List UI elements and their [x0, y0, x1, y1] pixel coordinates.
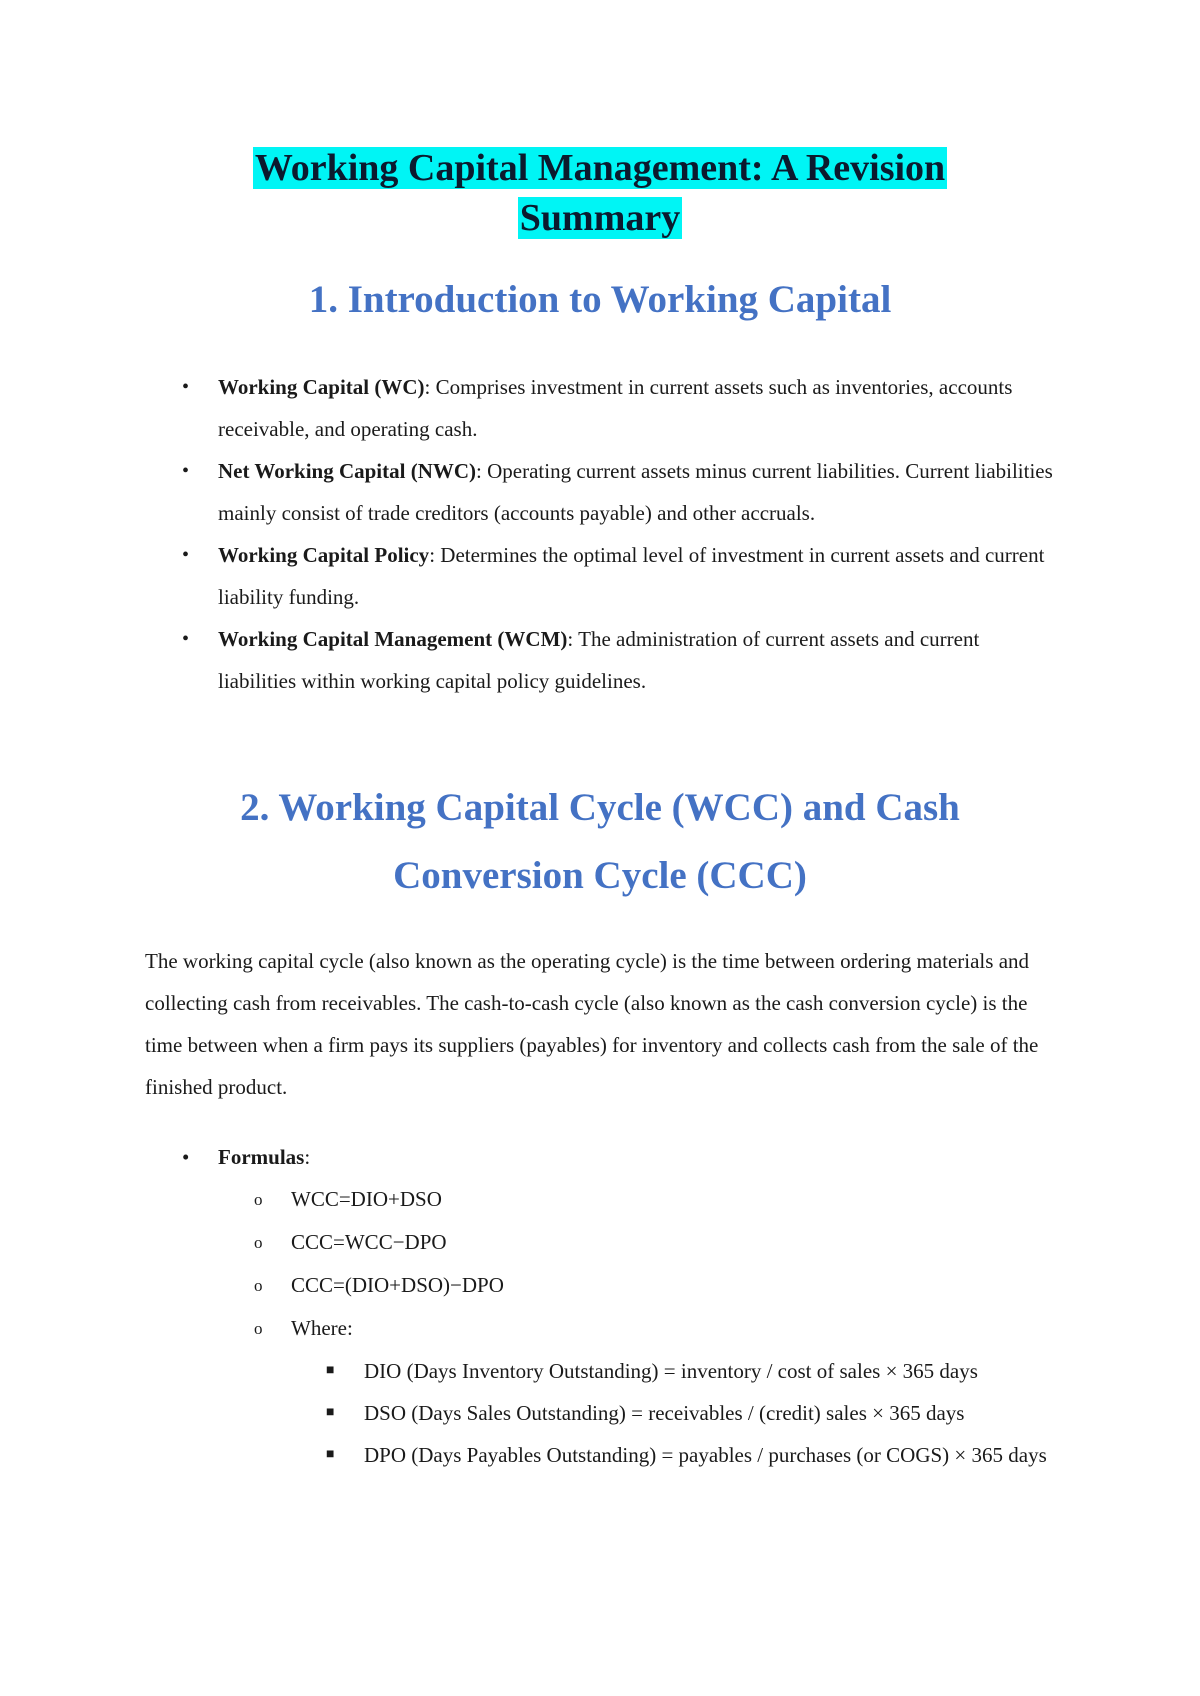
square-bullet-icon: ■ [326, 1405, 335, 1420]
circle-bullet-icon: o [254, 1190, 263, 1209]
bullet-icon: • [182, 1145, 190, 1169]
bullet-icon: • [182, 628, 190, 650]
formulas-list [0, 1136, 1200, 1476]
term: Net Working Capital (NWC) [218, 459, 477, 483]
circle-bullet-icon: o [254, 1319, 263, 1338]
circle-bullet-icon: o [254, 1233, 263, 1252]
section-1-bullet-list [0, 366, 1200, 702]
square-bullet-icon: ■ [326, 1447, 335, 1462]
term: Working Capital (WC) [218, 375, 425, 399]
formula-item [0, 1307, 1200, 1350]
section-2-paragraph: The working capital cycle (also known as the operating cycle) is the time between ordering materials and collecting cash from receivables. The cash-to-cash cycle (also known as the cash conversion cycle) is the time between when a firm pays its suppliers (payables) for inventory and collects cash from the sale of the finished product. [145, 949, 1039, 1099]
square-bullet-icon: ■ [326, 1363, 335, 1378]
list-item [0, 366, 1200, 450]
list-item [0, 1136, 1200, 1178]
term: Working Capital Management (WCM) [218, 627, 568, 651]
definition-text: DSO (Days Sales Outstanding) = receivables / (credit) sales × 365 days [364, 1401, 965, 1425]
bullet-icon: • [182, 544, 190, 566]
list-item [0, 450, 1200, 534]
formulas-label: Formulas [218, 1145, 305, 1169]
formula-item [0, 1178, 1200, 1221]
formula-item [0, 1264, 1200, 1307]
section-2-heading-line-2: Conversion Cycle (CCC) [393, 854, 807, 897]
bullet-icon: • [182, 460, 190, 482]
definition: : Determines the optimal level of investment in current assets and current liability funding. [218, 543, 1045, 609]
section-1-heading: 1. Introduction to Working Capital [308, 278, 892, 321]
title-line-1: Working Capital Management: A Revision [254, 147, 946, 189]
formulas-colon: : [304, 1145, 311, 1169]
document-title [0, 143, 1200, 243]
formula-text: WCC=DIO+DSO [291, 1187, 442, 1211]
section-2-heading [0, 774, 1200, 910]
definition: : Comprises investment in current assets such as inventories, accounts receivable, and operating cash. [218, 375, 1013, 441]
definition: : The administration of current assets and current liabilities within working capital policy guidelines. [218, 627, 980, 693]
formula-text: CCC=(DIO+DSO)−DPO [291, 1273, 504, 1297]
list-item [0, 534, 1200, 618]
formula-item [0, 1221, 1200, 1264]
list-item [0, 618, 1200, 702]
formula-text: CCC=WCC−DPO [291, 1230, 447, 1254]
formula-text: Where: [291, 1316, 353, 1340]
circle-bullet-icon: o [254, 1276, 263, 1295]
definition-text: DPO (Days Payables Outstanding) = payables / purchases (or COGS) × 365 days [364, 1443, 1047, 1467]
definition-text: DIO (Days Inventory Outstanding) = inventory / cost of sales × 365 days [364, 1359, 978, 1383]
definition: : Operating current assets minus current liabilities. Current liabilities mainly consist of trade creditors (accounts payable) and other accruals. [218, 459, 1053, 525]
title-line-2: Summary [519, 197, 681, 239]
section-2-heading-line-1: 2. Working Capital Cycle (WCC) and Cash [240, 786, 960, 829]
definition-item [0, 1350, 1200, 1392]
term: Working Capital Policy [218, 543, 430, 567]
definition-item [0, 1434, 1200, 1476]
definition-item [0, 1392, 1200, 1434]
bullet-icon: • [182, 376, 190, 398]
